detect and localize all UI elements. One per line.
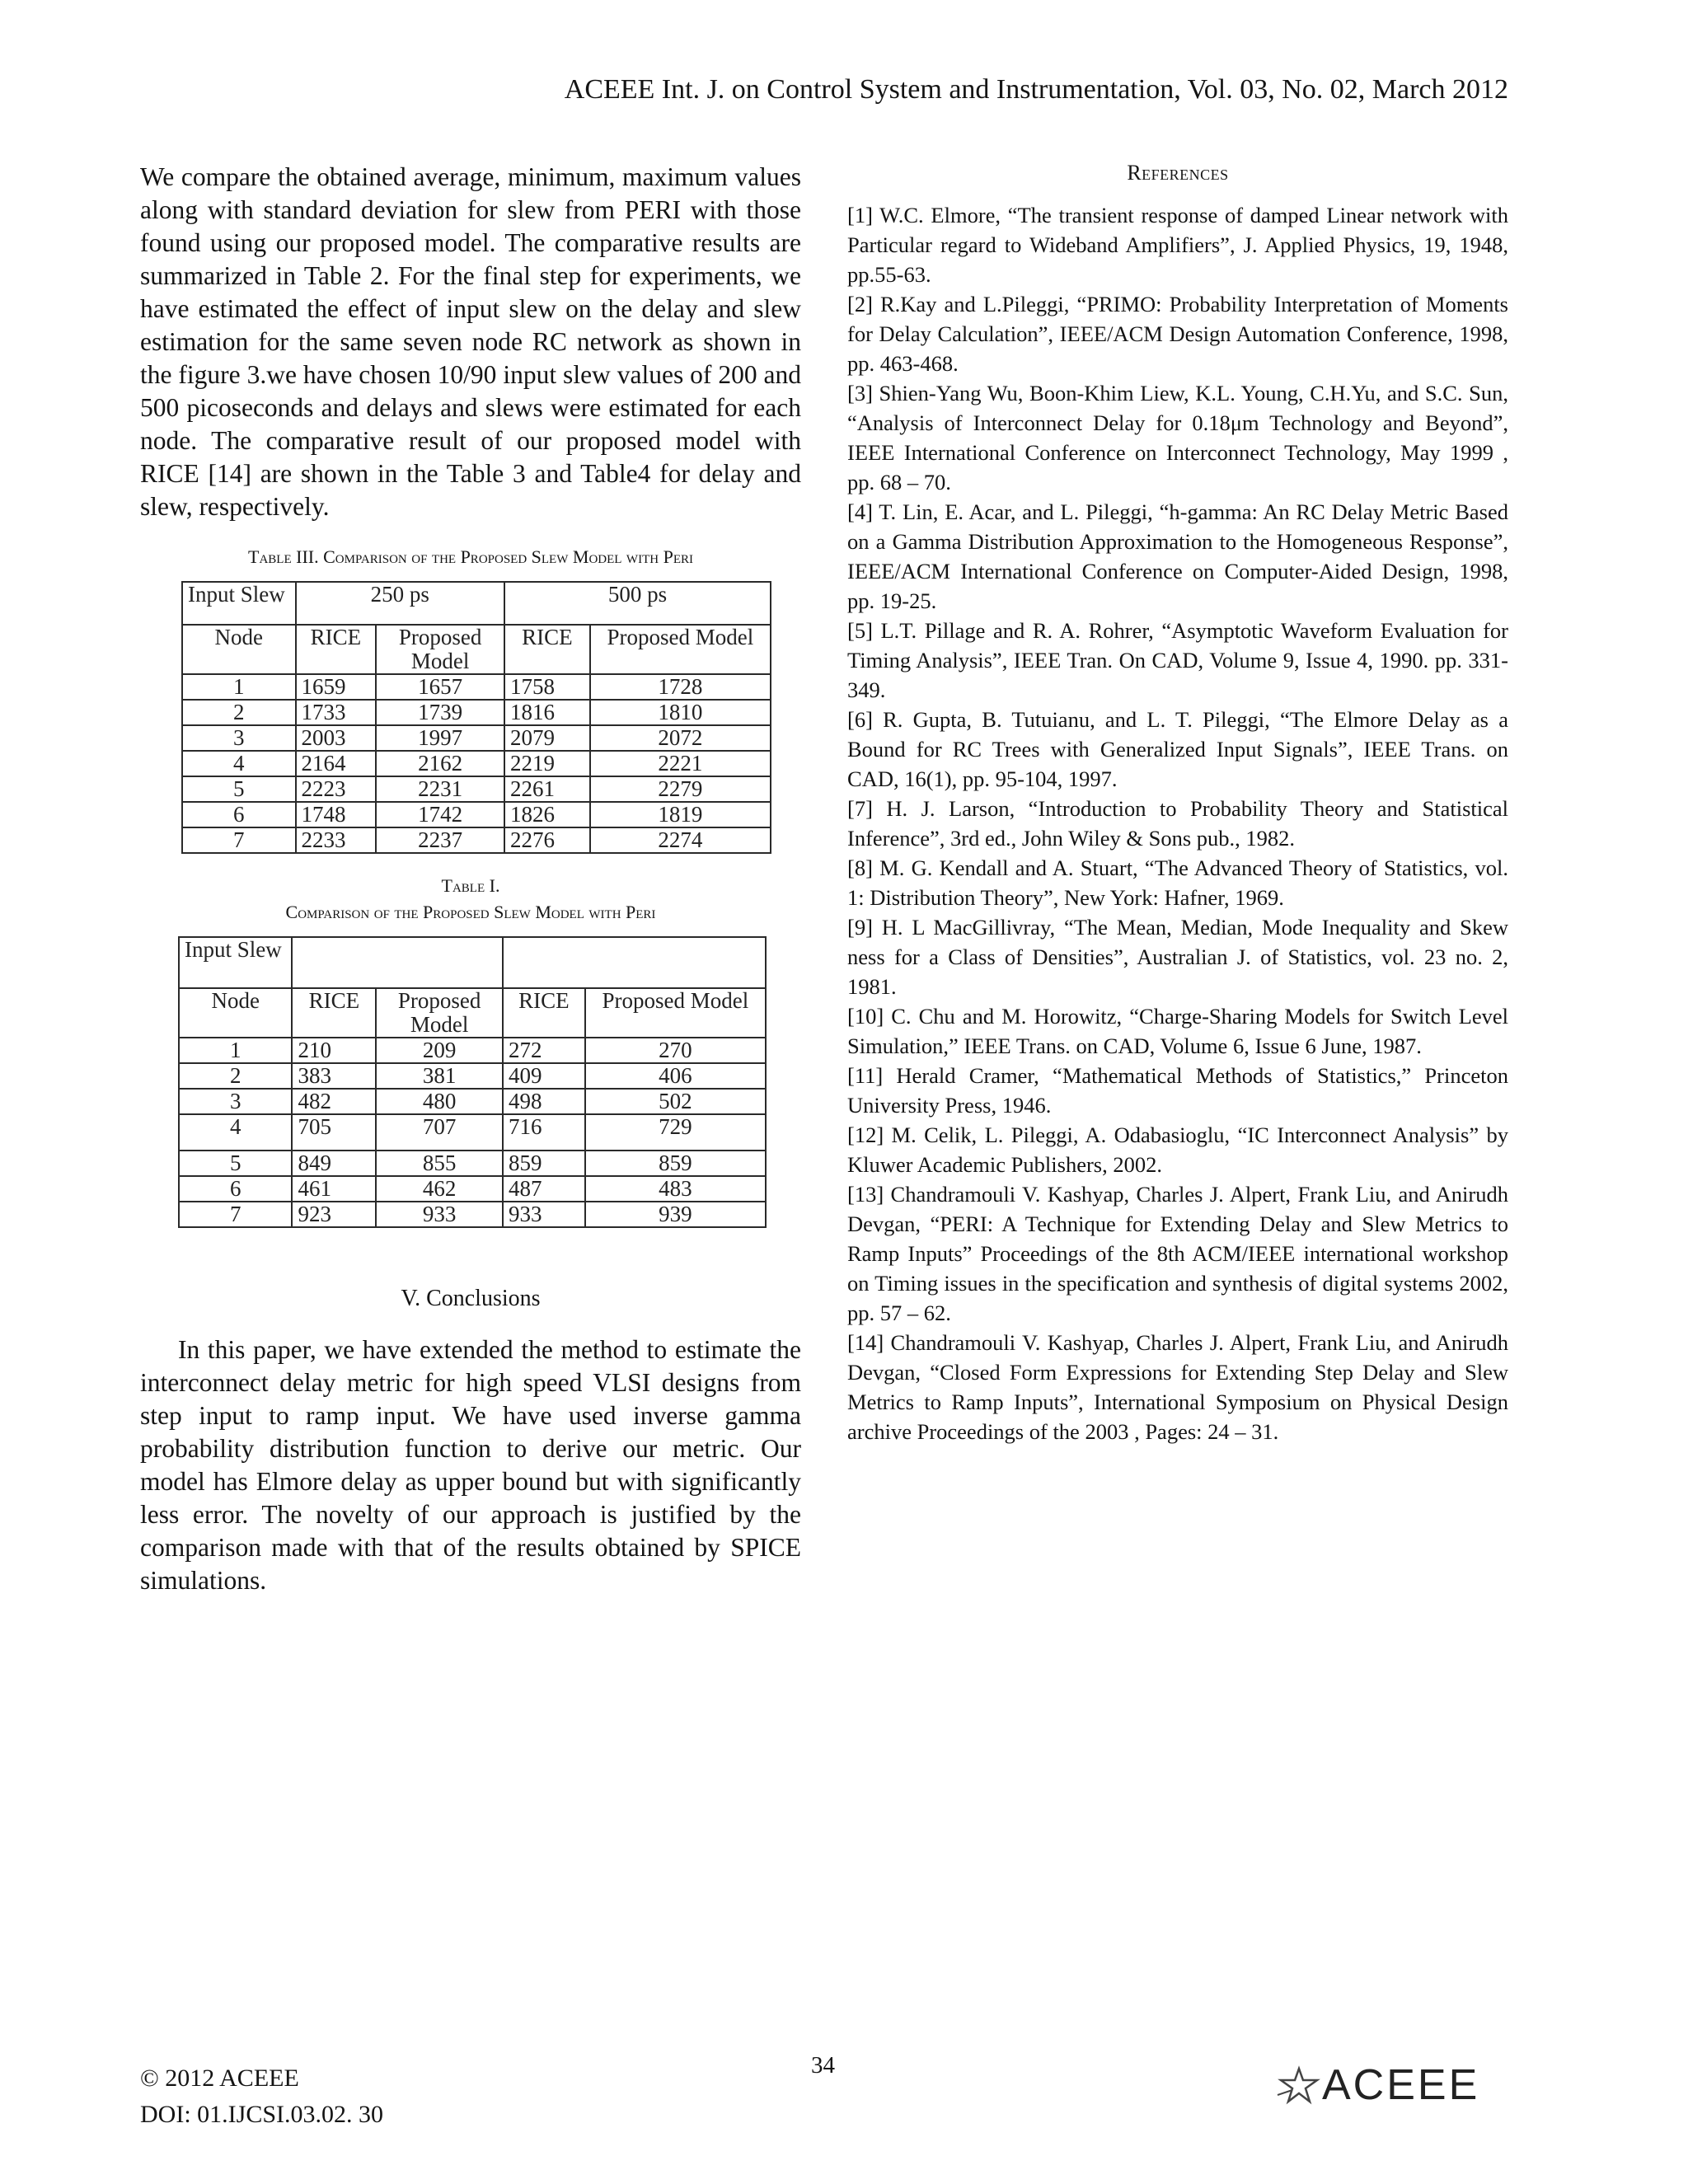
table-cell: 1816 xyxy=(504,700,590,725)
running-header: ACEEE Int. J. on Control System and Instrumentation, Vol. 03, No. 02, March 2012 xyxy=(564,74,1508,105)
table3-header-cell: Node xyxy=(182,625,296,674)
reference-item: [8] M. G. Kendall and A. Stuart, “The Advanced Theory of Statistics, vol. 1: Distribution Theory”, New York: Hafner, 1969. xyxy=(847,855,1508,910)
reference-item: [1] W.C. Elmore, “The transient response of damped Linear network with Particular regard to Wideband Amplifiers”, J. Applied Physics, 19, 1948, pp.55-63. xyxy=(847,203,1508,287)
table1-header-cell: Node xyxy=(179,988,292,1038)
table-row xyxy=(179,1089,766,1114)
table-row xyxy=(179,1202,766,1227)
table1-header-cell: Proposed Model xyxy=(376,988,503,1038)
table3-caption xyxy=(140,545,801,571)
table1-header-cell: Proposed Model xyxy=(585,988,766,1038)
logo-text: ACEEE xyxy=(1322,2061,1480,2109)
table-cell: 210 xyxy=(292,1038,376,1063)
table-cell: 1739 xyxy=(376,700,504,725)
table-cell: 2219 xyxy=(504,751,590,776)
table-cell: 2276 xyxy=(504,827,590,853)
table-cell: 5 xyxy=(182,776,296,802)
table3-caption-text: Table III. Comparison of the Proposed Slew Model with Peri xyxy=(248,546,693,567)
doi: DOI: 01.IJCSI.03.02. 30 xyxy=(140,2101,384,2128)
star-icon xyxy=(1276,2065,1322,2105)
table-cell: 498 xyxy=(503,1089,585,1114)
reference-item: [5] L.T. Pillage and R. A. Rohrer, “Asymptotic Waveform Evaluation for Timing Analysis”, IEEE Tran. On CAD, Volume 9, Issue 4, 1990. pp. 331- 349. xyxy=(847,618,1508,702)
table-cell: 2003 xyxy=(296,725,377,751)
table-cell: 2261 xyxy=(504,776,590,802)
table-cell: 6 xyxy=(182,802,296,827)
table-cell: 705 xyxy=(292,1114,376,1151)
table-cell: 482 xyxy=(292,1089,376,1114)
table-row xyxy=(182,674,771,700)
table1-header-row2 xyxy=(179,988,766,1038)
reference-item: [14] Chandramouli V. Kashyap, Charles J. Alpert, Frank Liu, and Anirudh Devgan, “Closed Form Expressions for Extending Step Delay and Slew Metrics to Ramp Inputs”, International Symposium on Physical Design archive Proceedings of the 2003 , Pages: 24 – 31. xyxy=(847,1330,1508,1444)
table1-header-cell: Input Slew xyxy=(179,937,292,988)
table1-header-cell: RICE xyxy=(292,988,376,1038)
table-cell: 855 xyxy=(376,1151,503,1176)
table-cell: 939 xyxy=(585,1202,766,1227)
table3-header-row1 xyxy=(182,582,771,625)
aceee-logo xyxy=(1276,2060,1479,2110)
table-cell: 487 xyxy=(503,1176,585,1202)
table1-header-row1 xyxy=(179,937,766,988)
right-column xyxy=(847,161,1508,1446)
table3-body xyxy=(182,674,771,853)
table-cell: 5 xyxy=(179,1151,292,1176)
reference-item: [13] Chandramouli V. Kashyap, Charles J. Alpert, Frank Liu, and Anirudh Devgan, “PERI: A Technique for Extending Delay and Slew Metrics to Ramp Inputs” Proceedings of the 8th ACM/IEEE international workshop on Timing issues in the specification and synthesis of digital systems 2002, pp. 57 – 62. xyxy=(847,1182,1508,1325)
table-cell: 4 xyxy=(179,1114,292,1151)
table-cell: 2279 xyxy=(590,776,771,802)
table3-header-cell: RICE xyxy=(504,625,590,674)
reference-item: [3] Shien-Yang Wu, Boon-Khim Liew, K.L. Young, C.H.Yu, and S.C. Sun, “Analysis of Interconnect Delay for 0.18μm Technology and Beyond”, IEEE International Conference on Interconnect Technology, May 1999 , pp. 68 – 70. xyxy=(847,381,1508,494)
table-row xyxy=(179,1038,766,1063)
table-row xyxy=(182,827,771,853)
table-cell: 409 xyxy=(503,1063,585,1089)
table-row xyxy=(179,1176,766,1202)
table1-header-cell: RICE xyxy=(503,988,585,1038)
page-number: 34 xyxy=(811,2052,835,2079)
table-cell: 729 xyxy=(585,1114,766,1151)
intro-paragraph: We compare the obtained average, minimum, maximum values along with standard deviation for slew from PERI with those found using our proposed model. The comparative results are summarized in Table 2. For the final step for experiments, we have estimated the effect of input slew on the delay and slew estimation for the same seven node RC network as shown in the figure 3.we have chosen 10/90 input slew values of 200 and 500 picoseconds and delays and slews were estimated for each node. The comparative result of our proposed model with RICE [14] are shown in the Table 3 and Table4 for delay and slew, respectively. xyxy=(140,162,801,521)
table-cell: 209 xyxy=(376,1038,503,1063)
table1-caption-line2: Comparison of the Proposed Slew Model with Peri xyxy=(285,902,656,922)
table-row xyxy=(179,1114,766,1151)
table-cell: 923 xyxy=(292,1202,376,1227)
reference-item: [6] R. Gupta, B. Tutuianu, and L. T. Pileggi, “The Elmore Delay as a Bound for RC Trees with Generalized Input Signals”, IEEE Trans. on CAD, 16(1), pp. 95-104, 1997. xyxy=(847,707,1508,791)
table-row xyxy=(182,751,771,776)
conclusions-heading: V. Conclusions xyxy=(401,1286,541,1311)
reference-item: [2] R.Kay and L.Pileggi, “PRIMO: Probability Interpretation of Moments for Delay Calculation”, IEEE/ACM Design Automation Conference, 1998, pp. 463-468. xyxy=(847,292,1508,376)
table1-body xyxy=(179,1038,766,1227)
table-cell: 1728 xyxy=(590,674,771,700)
table-row xyxy=(182,776,771,802)
conclusions-paragraph: In this paper, we have extended the method to estimate the interconnect delay metric for high speed VLSI designs from step input to ramp input. We have used inverse gamma probability distribution function to derive our metric. Our model has Elmore delay as upper bound but with significantly less error. The novelty of our approach is justified by the comparison made with that of the results obtained by SPICE simulations. xyxy=(140,1335,801,1595)
table-cell: 2274 xyxy=(590,827,771,853)
table-cell: 2 xyxy=(182,700,296,725)
table1-caption-line1: Table I. xyxy=(441,875,500,896)
table-cell: 1997 xyxy=(376,725,504,751)
table3-header-cell: Input Slew xyxy=(182,582,296,625)
table-cell: 2164 xyxy=(296,751,377,776)
table-cell: 1733 xyxy=(296,700,377,725)
table-cell: 933 xyxy=(503,1202,585,1227)
table-cell: 3 xyxy=(182,725,296,751)
reference-item: [4] T. Lin, E. Acar, and L. Pileggi, “h-gamma: An RC Delay Metric Based on a Gamma Distribution Approximation to the Homogeneous Response”, IEEE/ACM International Conference on Computer-Aided Design, 1998, pp. 19-25. xyxy=(847,499,1508,613)
table-cell: 2237 xyxy=(376,827,504,853)
references-heading: References xyxy=(1127,161,1229,185)
table-cell: 406 xyxy=(585,1063,766,1089)
table-row xyxy=(182,802,771,827)
table-cell: 381 xyxy=(376,1063,503,1089)
table-cell: 6 xyxy=(179,1176,292,1202)
table-row xyxy=(182,725,771,751)
table-cell: 7 xyxy=(179,1202,292,1227)
table-cell: 1810 xyxy=(590,700,771,725)
table1-caption xyxy=(140,874,801,926)
table-cell: 1826 xyxy=(504,802,590,827)
table-cell: 270 xyxy=(585,1038,766,1063)
table-cell: 2072 xyxy=(590,725,771,751)
table-cell: 2 xyxy=(179,1063,292,1089)
reference-item: [7] H. J. Larson, “Introduction to Probability Theory and Statistical Inference”, 3rd ed., John Wiley & Sons pub., 1982. xyxy=(847,796,1508,851)
reference-item: [9] H. L MacGillivray, “The Mean, Median, Mode Inequality and Skew ness for a Class of Densities”, Australian J. of Statistics, vol. 23 no. 2, 1981. xyxy=(847,915,1508,999)
table-cell: 272 xyxy=(503,1038,585,1063)
reference-item: [12] M. Celik, L. Pileggi, A. Odabasioglu, “IC Interconnect Analysis” by Kluwer Academic Publishers, 2002. xyxy=(847,1122,1508,1177)
table-cell: 1819 xyxy=(590,802,771,827)
table-cell: 1659 xyxy=(296,674,377,700)
reference-item: [10] C. Chu and M. Horowitz, “Charge-Sharing Models for Switch Level Simulation,” IEEE Trans. on CAD, Volume 6, Issue 6 June, 1987. xyxy=(847,1004,1508,1058)
table-cell: 2231 xyxy=(376,776,504,802)
copyright: © 2012 ACEEE xyxy=(140,2064,299,2092)
table-cell: 2079 xyxy=(504,725,590,751)
table-cell: 480 xyxy=(376,1089,503,1114)
table-cell: 4 xyxy=(182,751,296,776)
table-cell: 2162 xyxy=(376,751,504,776)
footer-left xyxy=(140,2060,383,2133)
table-cell: 383 xyxy=(292,1063,376,1089)
table3-header-cell: Proposed Model xyxy=(376,625,504,674)
table-cell: 859 xyxy=(585,1151,766,1176)
table-cell: 1 xyxy=(179,1038,292,1063)
table-row xyxy=(179,1063,766,1089)
table3-header-cell: 500 ps xyxy=(504,582,771,625)
table-cell: 1657 xyxy=(376,674,504,700)
table-cell: 716 xyxy=(503,1114,585,1151)
table-cell: 1742 xyxy=(376,802,504,827)
table3 xyxy=(181,581,771,854)
table-cell: 1 xyxy=(182,674,296,700)
table-cell: 2223 xyxy=(296,776,377,802)
table-row xyxy=(182,700,771,725)
table3-header-row2 xyxy=(182,625,771,674)
table-cell: 849 xyxy=(292,1151,376,1176)
table1-header-cell xyxy=(503,937,766,988)
table-cell: 1758 xyxy=(504,674,590,700)
table-cell: 461 xyxy=(292,1176,376,1202)
table-row xyxy=(179,1151,766,1176)
table1-header-cell xyxy=(292,937,502,988)
table-cell: 2221 xyxy=(590,751,771,776)
table3-header-cell: RICE xyxy=(296,625,377,674)
table-cell: 933 xyxy=(376,1202,503,1227)
table3-header-cell: 250 ps xyxy=(296,582,505,625)
table-cell: 462 xyxy=(376,1176,503,1202)
table-cell: 2233 xyxy=(296,827,377,853)
left-column xyxy=(140,161,801,1597)
table3-header-cell: Proposed Model xyxy=(590,625,771,674)
table1 xyxy=(178,936,767,1228)
reference-item: [11] Herald Cramer, “Mathematical Methods of Statistics,” Princeton University Press, 1946. xyxy=(847,1063,1508,1118)
table-cell: 859 xyxy=(503,1151,585,1176)
table-cell: 3 xyxy=(179,1089,292,1114)
table-cell: 502 xyxy=(585,1089,766,1114)
table-cell: 483 xyxy=(585,1176,766,1202)
reference-list xyxy=(847,200,1508,1446)
table-cell: 1748 xyxy=(296,802,377,827)
table-cell: 707 xyxy=(376,1114,503,1151)
table-cell: 7 xyxy=(182,827,296,853)
